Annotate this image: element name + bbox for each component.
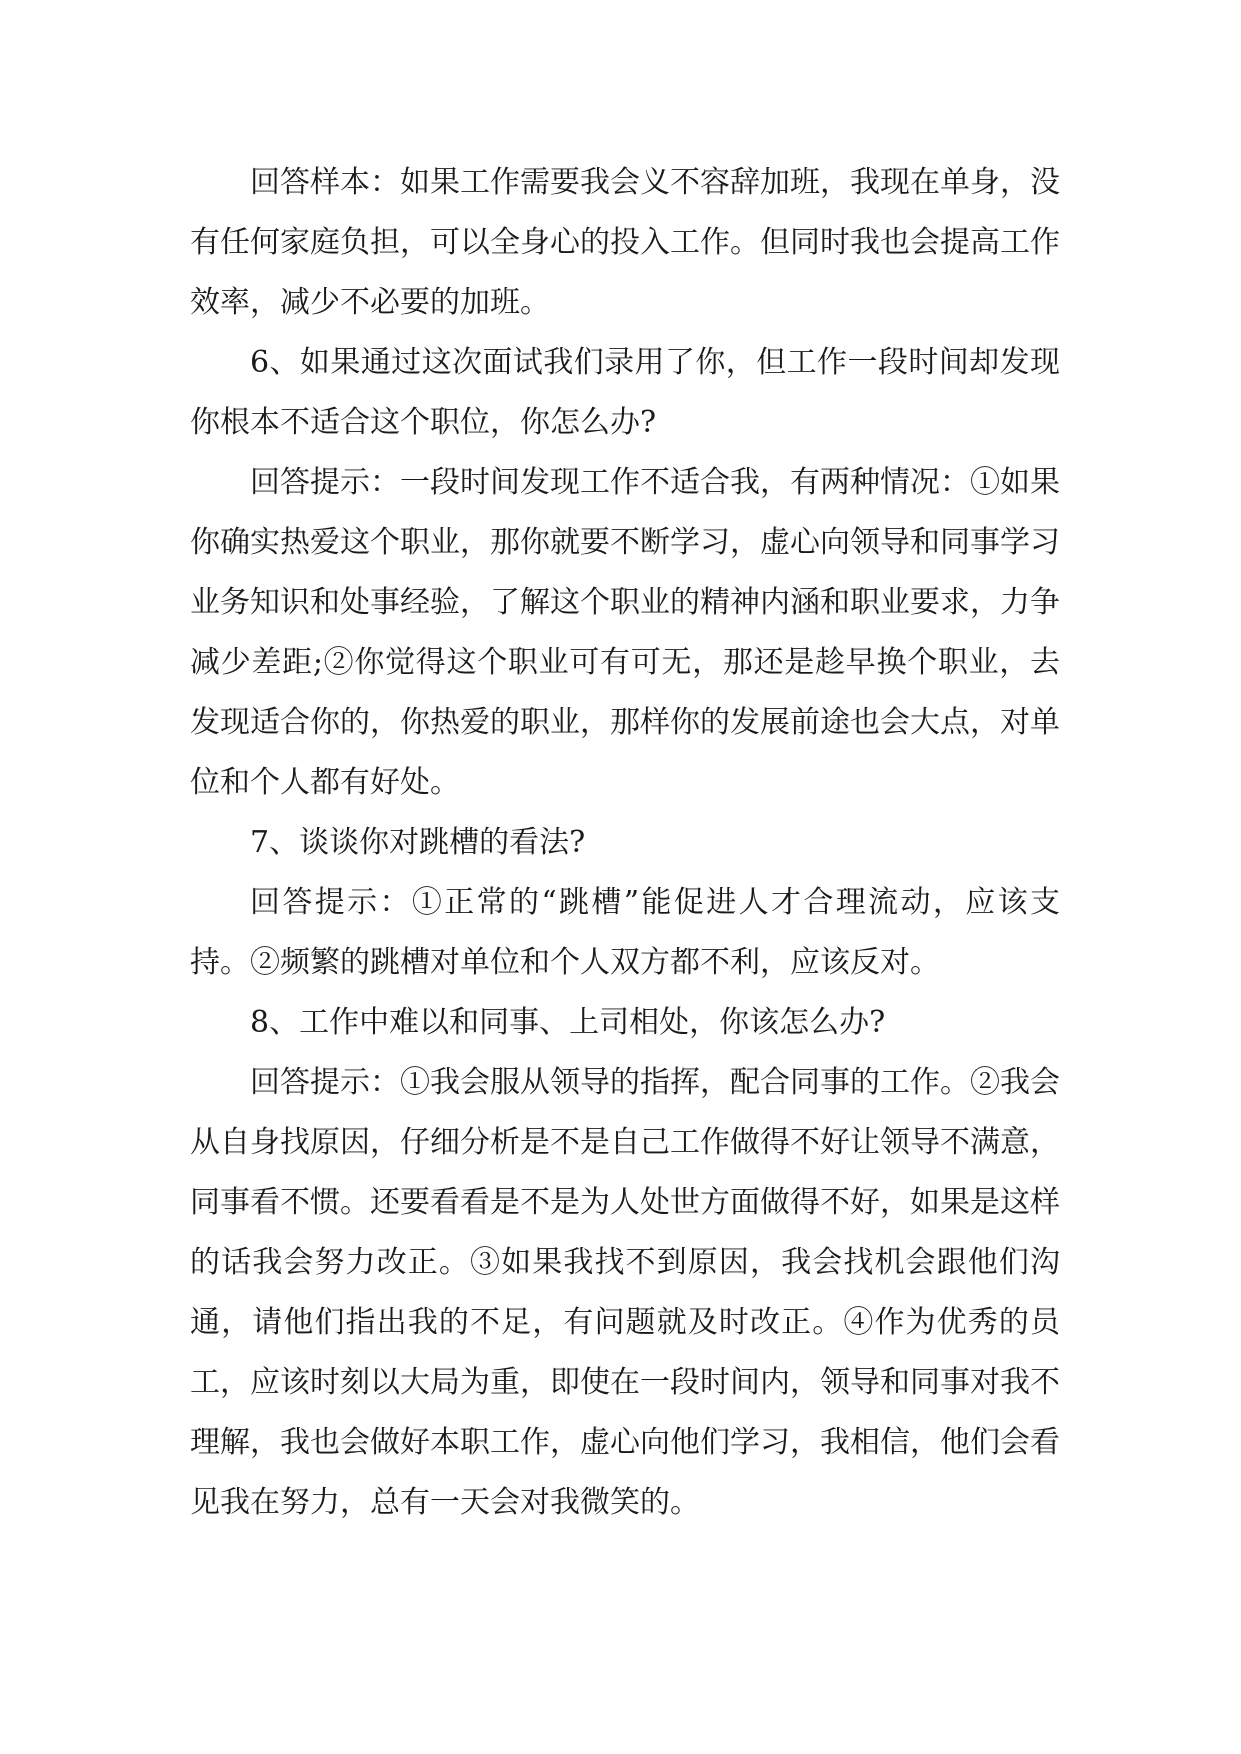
- question-8: 8、工作中难以和同事、上司相处，你该怎么办?: [250, 1005, 886, 1040]
- answer-hint-6: 回答提示：一段时间发现工作不适合我，有两种情况：①如果你确实热爱这个职业，那你就要不断学习，虚心向领导和同事学习业务知识和处事经验，了解这个职业的精神内涵和职业要求，力争减少差距;②你觉得这个职业可有可无，那还是趁早换个职业，去发现适合你的，你热爱的职业，那样你的发展前途也会大点，对单位和个人都有好处。: [190, 465, 1060, 800]
- answer-hint-7: 回答提示：①正常的“跳槽”能促进人才合理流动，应该支持。②频繁的跳槽对单位和个人双方都不利，应该反对。: [190, 885, 1060, 980]
- question-7: 7、谈谈你对跳槽的看法?: [250, 825, 586, 860]
- paragraph-sample-answer: 回答样本：如果工作需要我会义不容辞加班，我现在单身，没有任何家庭负担，可以全身心的投入工作。但同时我也会提高工作效率，减少不必要的加班。: [190, 165, 1060, 320]
- question-6: 6、如果通过这次面试我们录用了你，但工作一段时间却发现你根本不适合这个职位，你怎么办?: [190, 345, 1060, 440]
- document-body: [190, 153, 1060, 1533]
- answer-hint-8: 回答提示：①我会服从领导的指挥，配合同事的工作。②我会从自身找原因，仔细分析是不是自己工作做得不好让领导不满意，同事看不惯。还要看看是不是为人处世方面做得不好，如果是这样的话我会努力改正。③如果我找不到原因，我会找机会跟他们沟通，请他们指出我的不足，有问题就及时改正。④作为优秀的员工，应该时刻以大局为重，即使在一段时间内，领导和同事对我不理解，我也会做好本职工作，虚心向他们学习，我相信，他们会看见我在努力，总有一天会对我微笑的。: [190, 1065, 1060, 1520]
